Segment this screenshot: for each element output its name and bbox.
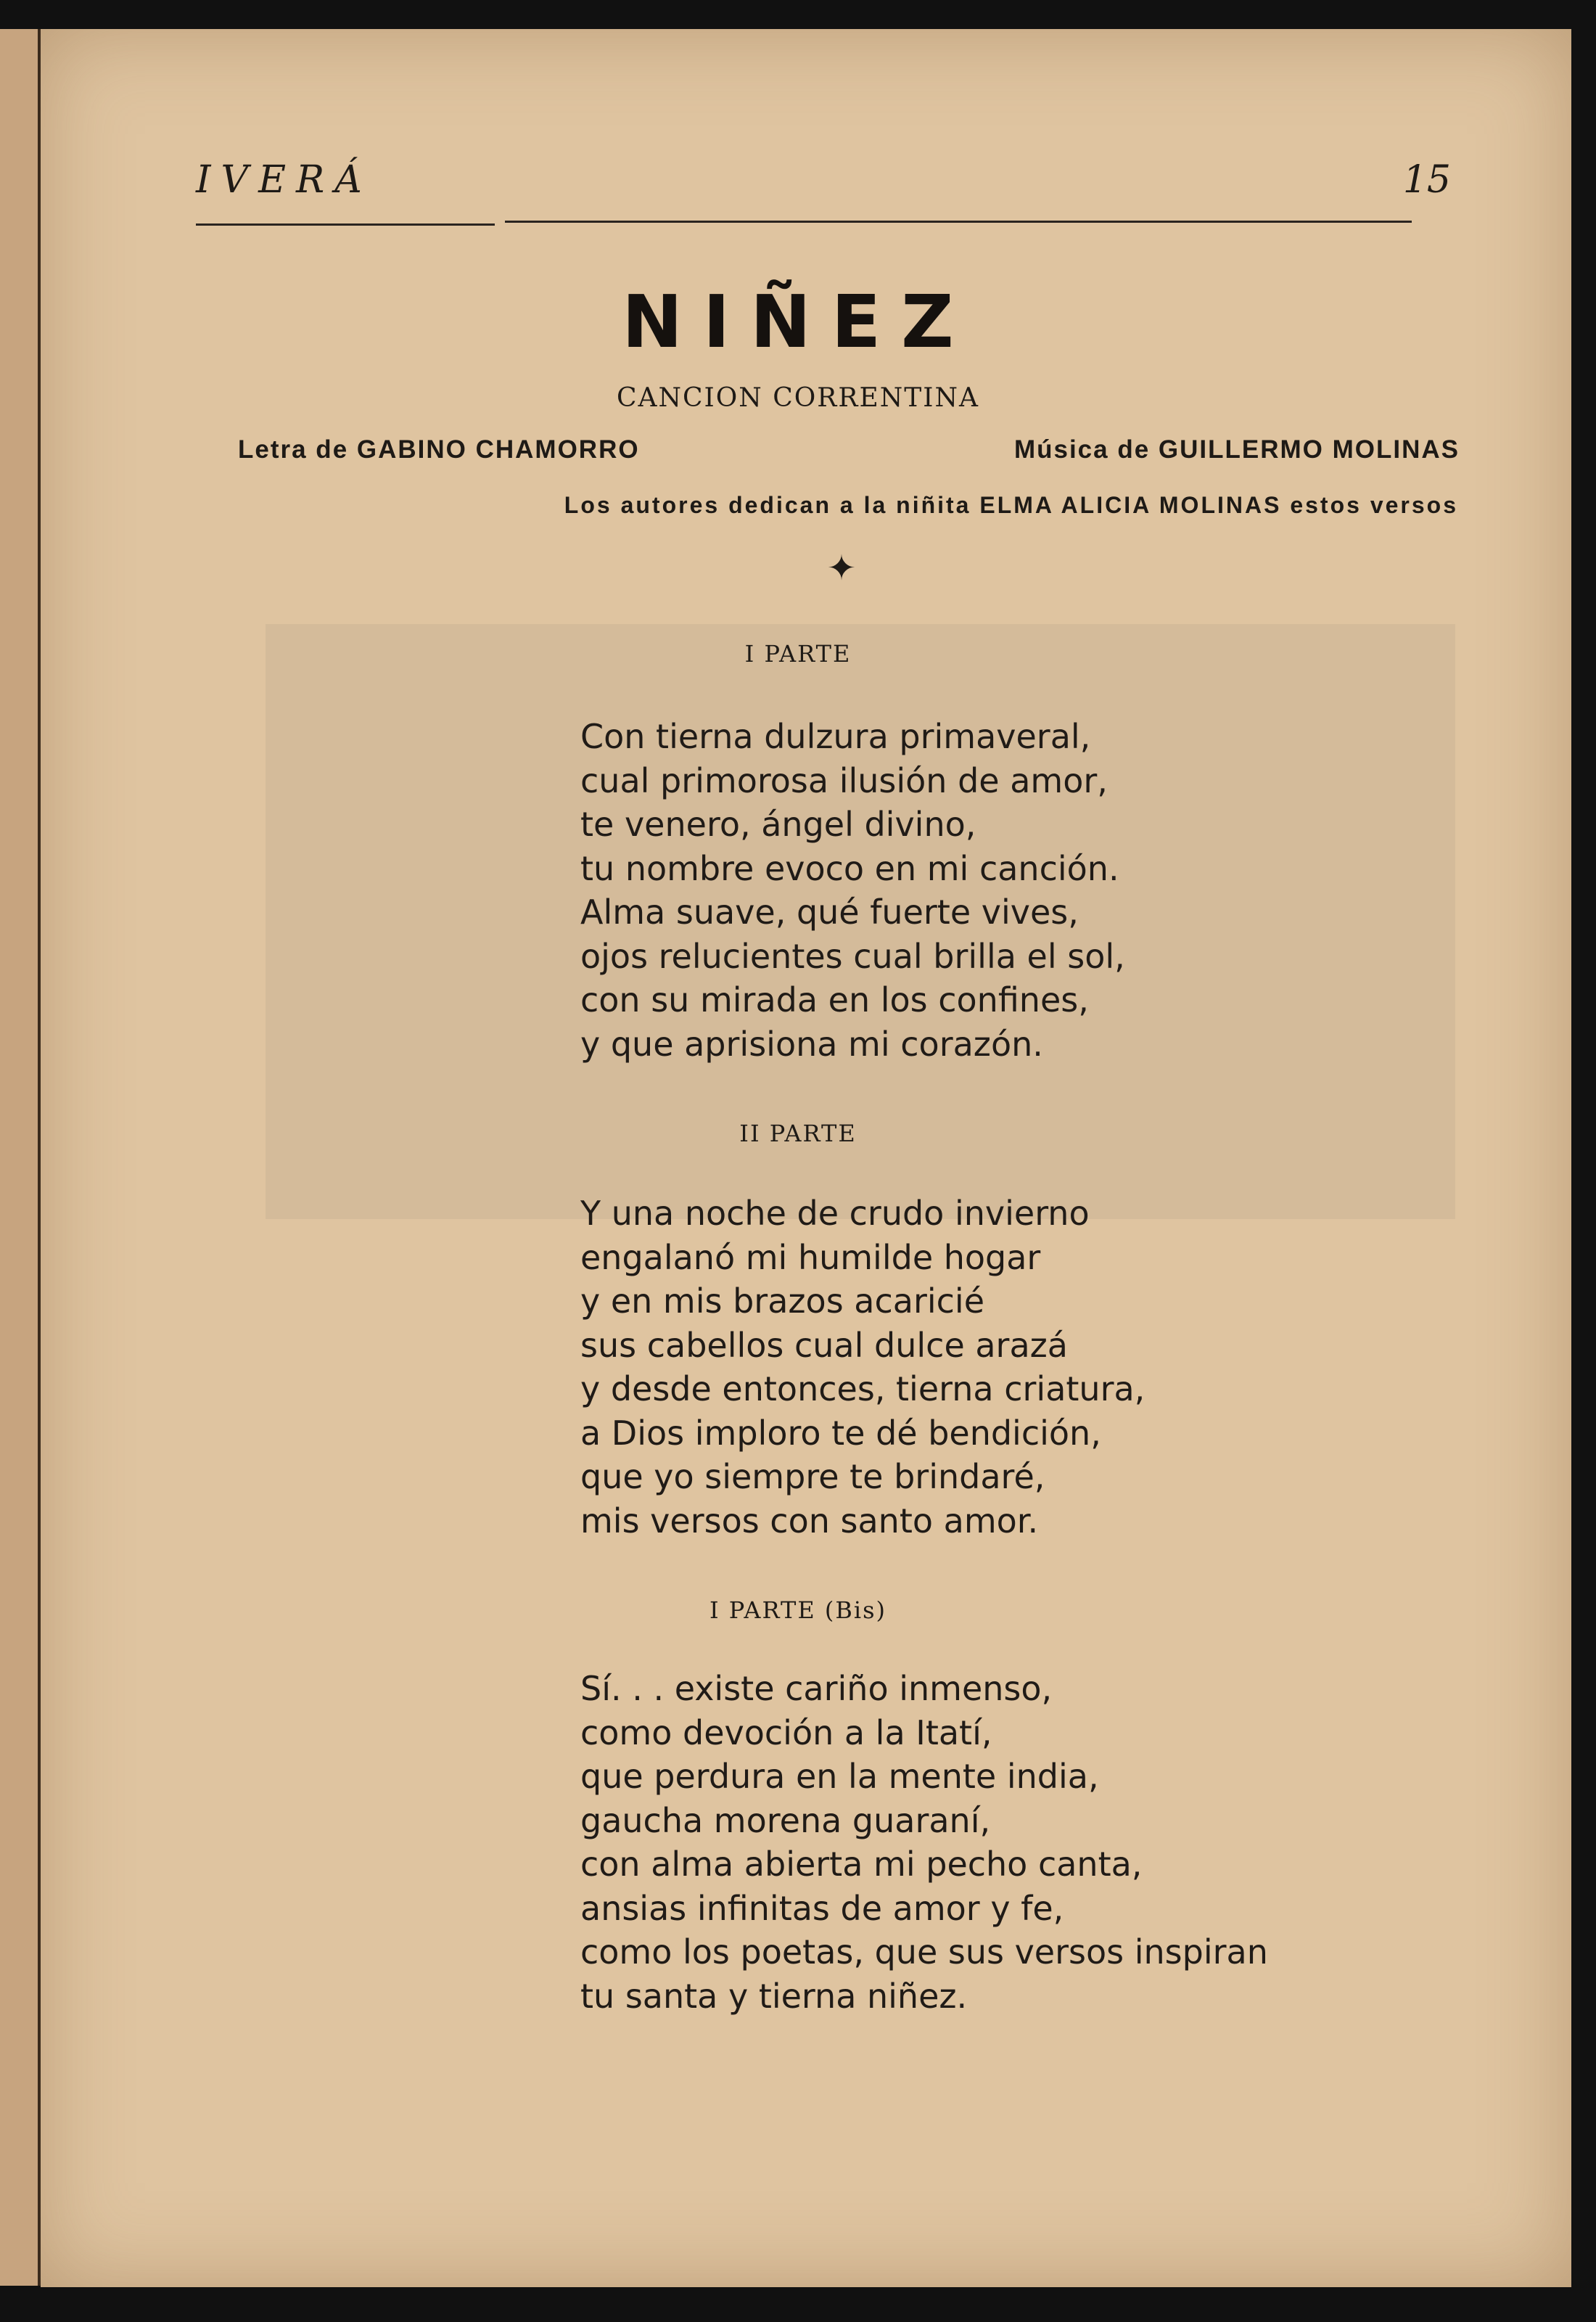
verse-line: te venero, ángel divino, — [580, 805, 976, 844]
stanza — [580, 715, 1125, 1066]
page-header — [196, 158, 1473, 245]
part-heading: I PARTE (Bis) — [709, 1596, 887, 1624]
verse-line: con su mirada en los confines, — [580, 980, 1089, 1020]
verse-line: a Dios imploro te dé bendición, — [580, 1413, 1101, 1453]
verse-line: tu nombre evoco en mi canción. — [580, 848, 1119, 888]
verse-line: ansias infinitas de amor y fe, — [580, 1888, 1064, 1928]
header-rule — [196, 223, 495, 226]
verse-line: cual primorosa ilusión de amor, — [580, 760, 1108, 800]
header-rule — [505, 221, 1412, 223]
part-heading: I PARTE — [744, 640, 852, 668]
verse-line: que perdura en la mente india, — [580, 1757, 1099, 1796]
verse-line: Alma suave, qué fuerte vives, — [580, 893, 1079, 932]
verse-line: ojos relucientes cual brilla el sol, — [580, 936, 1125, 976]
running-title: IVERÁ — [196, 158, 372, 202]
dedication: Los autores dedican a la niñita ELMA ALICIA MOLINAS estos versos — [564, 492, 1458, 518]
stanza — [580, 1667, 1268, 2018]
verse-line: y que aprisiona mi corazón. — [580, 1024, 1043, 1064]
verse-line: Con tierna dulzura primaveral, — [580, 717, 1091, 756]
page-number: 15 — [1402, 158, 1451, 202]
verse-line: como devoción a la Itatí, — [580, 1712, 992, 1752]
verse-line: engalanó mi humilde hogar — [580, 1237, 1041, 1277]
verse-line: y en mis brazos acaricié — [580, 1281, 985, 1321]
song-subtitle: CANCION CORRENTINA — [616, 383, 980, 413]
verse-line: que yo siempre te brindaré, — [580, 1457, 1045, 1496]
book-spine — [0, 29, 41, 2286]
song-title: NIÑEZ — [622, 279, 974, 364]
verse-line: tu santa y tierna niñez. — [580, 1976, 968, 2016]
lyrics-credit: Letra de GABINO CHAMORRO — [238, 435, 640, 464]
ornament-icon: ✦ — [826, 548, 857, 588]
verse-line: como los poetas, que sus versos inspiran — [580, 1932, 1268, 1972]
verse-line: Y una noche de crudo invierno — [580, 1194, 1090, 1233]
verse-line: Sí. . . existe cariño inmenso, — [580, 1669, 1053, 1708]
verse-line: gaucha morena guaraní, — [580, 1800, 991, 1840]
part-heading: II PARTE — [739, 1120, 857, 1147]
music-credit: Música de GUILLERMO MOLINAS — [1013, 435, 1460, 464]
verse-line: mis versos con santo amor. — [580, 1501, 1039, 1541]
verse-line: con alma abierta mi pecho canta, — [580, 1845, 1143, 1884]
verse-line: y desde entonces, tierna criatura, — [580, 1369, 1145, 1408]
stanza — [580, 1191, 1145, 1543]
verse-line: sus cabellos cual dulce arazá — [580, 1325, 1068, 1365]
